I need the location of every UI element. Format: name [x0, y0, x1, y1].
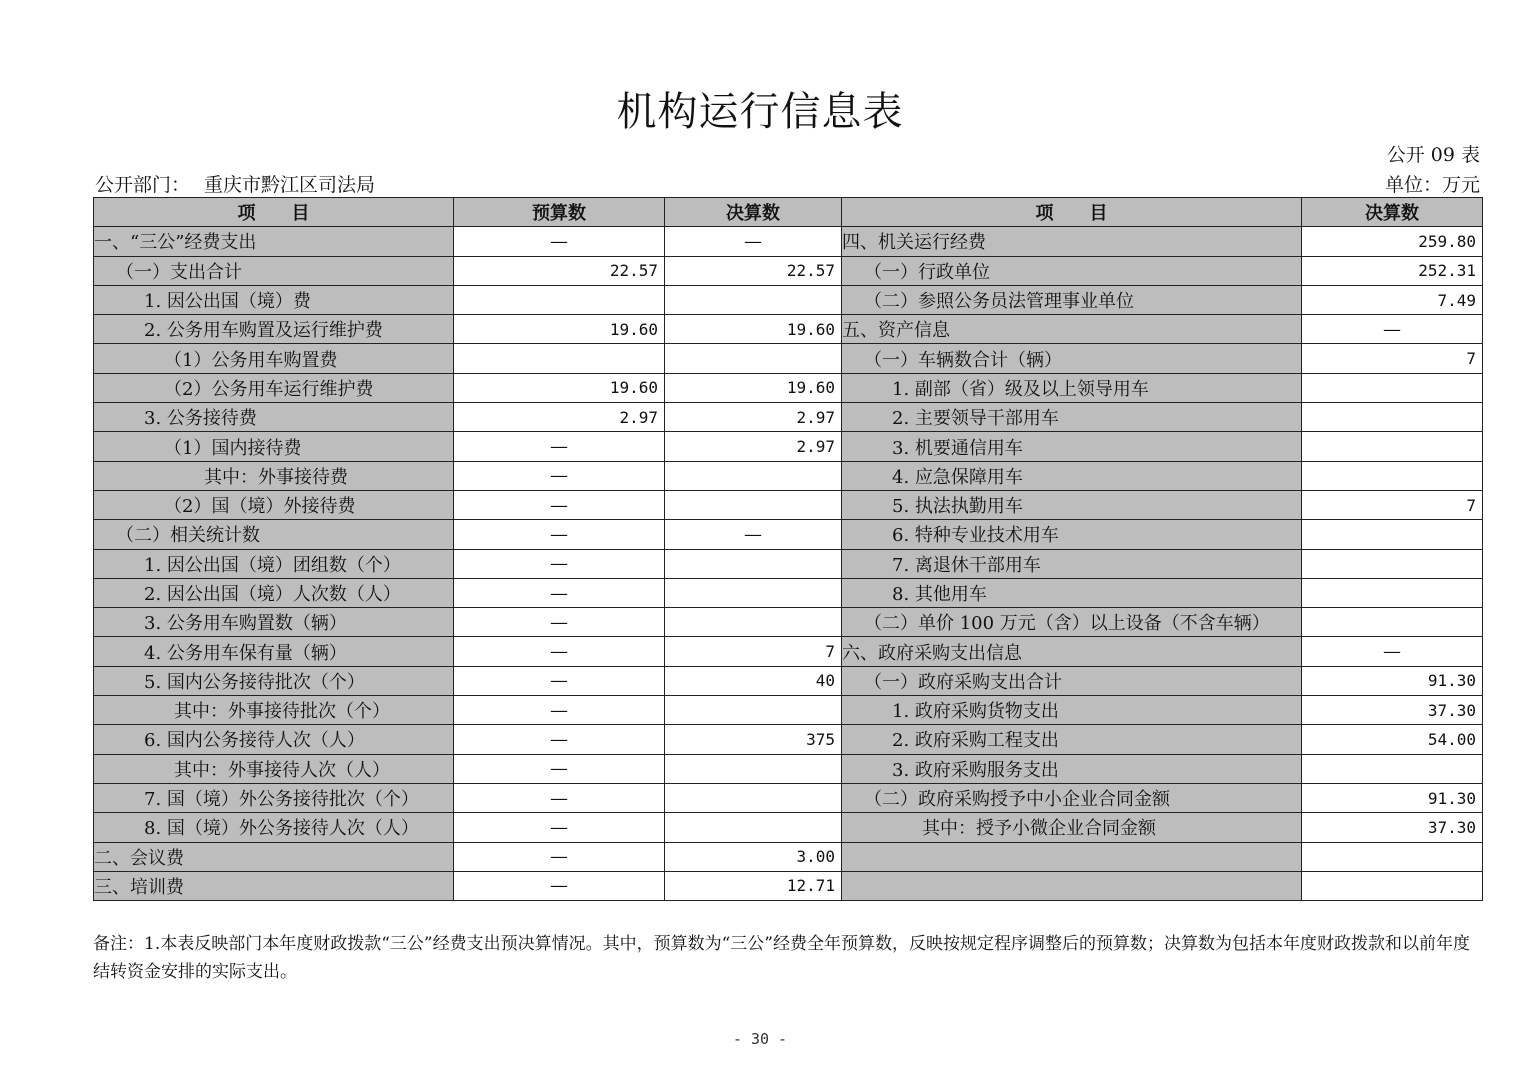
header-item: 项 目 — [94, 198, 454, 227]
footnote: 备注：1.本表反映部门本年度财政拨款“三公”经费支出预决算情况。其中，预算数为“三公”经费全年预算数，反映按规定程序调整后的预算数；决算数为包括本年度财政拨款和以前年度结转资金安排的实际支出。 — [93, 934, 1470, 982]
row-final-value: 2.97 — [665, 403, 842, 432]
row-budget-value: — — [454, 227, 665, 256]
table-row — [94, 373, 1483, 402]
row-final-value-right — [1302, 373, 1483, 402]
table-header-row — [94, 198, 1483, 227]
row-final-value: 3.00 — [665, 842, 842, 871]
row-budget-value: 22.57 — [454, 256, 665, 285]
row-final-value-right: 7 — [1302, 490, 1483, 519]
row-item-label-right: 5. 执法执勤用车 — [842, 490, 1302, 519]
row-item-label: （1）国内接待费 — [94, 432, 454, 461]
table-row — [94, 608, 1483, 637]
table-row — [94, 315, 1483, 344]
row-item-label: 5. 国内公务接待批次（个） — [94, 666, 454, 695]
row-final-value-right: 7.49 — [1302, 285, 1483, 314]
row-final-value: — — [665, 227, 842, 256]
row-budget-value: — — [454, 696, 665, 725]
header-final-right: 决算数 — [1302, 198, 1483, 227]
row-item-label: 其中：外事接待人次（人） — [94, 754, 454, 783]
row-final-value-right — [1302, 520, 1483, 549]
row-final-value-right: 54.00 — [1302, 725, 1483, 754]
row-budget-value: — — [454, 461, 665, 490]
row-item-label: 1. 因公出国（境）团组数（个） — [94, 549, 454, 578]
row-item-label-right: （一）政府采购支出合计 — [842, 666, 1302, 695]
row-item-label: （2）公务用车运行维护费 — [94, 373, 454, 402]
table-row — [94, 637, 1483, 666]
row-final-value: 12.71 — [665, 871, 842, 900]
row-budget-value: — — [454, 637, 665, 666]
table-row — [94, 754, 1483, 783]
row-item-label-right: 1. 副部（省）级及以上领导用车 — [842, 373, 1302, 402]
table-row — [94, 227, 1483, 256]
row-item-label-right: （二）参照公务员法管理事业单位 — [842, 285, 1302, 314]
row-final-value — [665, 813, 842, 842]
row-item-label: 其中：外事接待费 — [94, 461, 454, 490]
row-item-label-right: （一）车辆数合计（辆） — [842, 344, 1302, 373]
row-final-value-right: 37.30 — [1302, 813, 1483, 842]
row-budget-value — [454, 344, 665, 373]
row-budget-value: — — [454, 432, 665, 461]
row-item-label: 三、培训费 — [94, 871, 454, 900]
row-item-label-right: （二）单价 100 万元（含）以上设备（不含车辆） — [842, 608, 1302, 637]
row-item-label: 3. 公务接待费 — [94, 403, 454, 432]
row-final-value — [665, 578, 842, 607]
row-item-label-right: 六、政府采购支出信息 — [842, 637, 1302, 666]
department-line — [95, 170, 375, 197]
row-budget-value: — — [454, 871, 665, 900]
row-final-value-right — [1302, 608, 1483, 637]
row-budget-value: — — [454, 490, 665, 519]
table-row — [94, 578, 1483, 607]
row-item-label-right: 4. 应急保障用车 — [842, 461, 1302, 490]
row-final-value-right — [1302, 754, 1483, 783]
row-budget-value: — — [454, 842, 665, 871]
row-budget-value: — — [454, 813, 665, 842]
table-row — [94, 490, 1483, 519]
row-item-label-right: 四、机关运行经费 — [842, 227, 1302, 256]
row-item-label: 6. 国内公务接待人次（人） — [94, 725, 454, 754]
row-item-label: 二、会议费 — [94, 842, 454, 871]
row-item-label: （2）国（境）外接待费 — [94, 490, 454, 519]
row-item-label: 3. 公务用车购置数（辆） — [94, 608, 454, 637]
unit-label: 单位：万元 — [1384, 174, 1480, 196]
row-final-value — [665, 608, 842, 637]
table-row — [94, 520, 1483, 549]
header-budget: 预算数 — [454, 198, 665, 227]
row-budget-value: 19.60 — [454, 315, 665, 344]
table-row — [94, 813, 1483, 842]
page-title: 机构运行信息表 — [616, 89, 904, 135]
table-row — [94, 285, 1483, 314]
row-final-value-right: — — [1302, 315, 1483, 344]
table-row — [94, 256, 1483, 285]
row-item-label-right: 8. 其他用车 — [842, 578, 1302, 607]
row-item-label: 2. 公务用车购置及运行维护费 — [94, 315, 454, 344]
row-budget-value: 2.97 — [454, 403, 665, 432]
row-item-label-right: 6. 特种专业技术用车 — [842, 520, 1302, 549]
table-number: 公开 09 表 — [1386, 144, 1480, 166]
row-final-value-right: 259.80 — [1302, 227, 1483, 256]
row-item-label-right: 1. 政府采购货物支出 — [842, 696, 1302, 725]
row-item-label-right: 7. 离退休干部用车 — [842, 549, 1302, 578]
table-row — [94, 344, 1483, 373]
table-row — [94, 549, 1483, 578]
row-budget-value: — — [454, 666, 665, 695]
row-final-value-right: 37.30 — [1302, 696, 1483, 725]
row-item-label: 7. 国（境）外公务接待批次（个） — [94, 783, 454, 812]
row-final-value: 40 — [665, 666, 842, 695]
row-budget-value: — — [454, 754, 665, 783]
row-item-label: 4. 公务用车保有量（辆） — [94, 637, 454, 666]
row-final-value: 19.60 — [665, 315, 842, 344]
table-row — [94, 432, 1483, 461]
row-final-value-right — [1302, 842, 1483, 871]
row-item-label: 1. 因公出国（境）费 — [94, 285, 454, 314]
row-final-value-right — [1302, 578, 1483, 607]
row-final-value: 2.97 — [665, 432, 842, 461]
row-item-label-right: 五、资产信息 — [842, 315, 1302, 344]
row-item-label-right: 2. 主要领导干部用车 — [842, 403, 1302, 432]
row-item-label-right — [842, 842, 1302, 871]
row-final-value — [665, 754, 842, 783]
info-table — [93, 197, 1483, 901]
row-final-value — [665, 783, 842, 812]
row-final-value — [665, 344, 842, 373]
row-item-label: 2. 因公出国（境）人次数（人） — [94, 578, 454, 607]
row-final-value — [665, 285, 842, 314]
row-item-label: 一、“三公”经费支出 — [94, 227, 454, 256]
page-number: - 30 - — [732, 1030, 788, 1048]
department-label: 公开部门： — [95, 174, 191, 196]
row-final-value: — — [665, 520, 842, 549]
department-name: 重庆市黔江区司法局 — [204, 174, 376, 196]
row-final-value-right: — — [1302, 637, 1483, 666]
row-item-label-right: （二）政府采购授予中小企业合同金额 — [842, 783, 1302, 812]
row-final-value-right: 252.31 — [1302, 256, 1483, 285]
row-final-value-right — [1302, 461, 1483, 490]
table-row — [94, 842, 1483, 871]
row-budget-value — [454, 285, 665, 314]
row-budget-value: — — [454, 520, 665, 549]
row-final-value: 375 — [665, 725, 842, 754]
table-row — [94, 666, 1483, 695]
row-final-value-right — [1302, 403, 1483, 432]
row-budget-value: — — [454, 608, 665, 637]
row-final-value-right: 91.30 — [1302, 783, 1483, 812]
row-final-value-right — [1302, 871, 1483, 900]
table-row — [94, 403, 1483, 432]
row-final-value — [665, 549, 842, 578]
row-item-label: （1）公务用车购置费 — [94, 344, 454, 373]
row-budget-value: — — [454, 549, 665, 578]
header-final: 决算数 — [665, 198, 842, 227]
row-item-label-right — [842, 871, 1302, 900]
row-final-value: 19.60 — [665, 373, 842, 402]
row-item-label: （一）支出合计 — [94, 256, 454, 285]
row-final-value-right: 7 — [1302, 344, 1483, 373]
table-row — [94, 461, 1483, 490]
row-final-value — [665, 696, 842, 725]
header-item-right: 项 目 — [842, 198, 1302, 227]
row-item-label-right: 其中：授予小微企业合同金额 — [842, 813, 1302, 842]
table-row — [94, 783, 1483, 812]
row-budget-value: — — [454, 783, 665, 812]
row-final-value: 7 — [665, 637, 842, 666]
row-final-value-right: 91.30 — [1302, 666, 1483, 695]
row-final-value — [665, 490, 842, 519]
row-item-label-right: 2. 政府采购工程支出 — [842, 725, 1302, 754]
row-final-value-right — [1302, 432, 1483, 461]
row-item-label-right: 3. 政府采购服务支出 — [842, 754, 1302, 783]
table-row — [94, 696, 1483, 725]
row-item-label-right: 3. 机要通信用车 — [842, 432, 1302, 461]
row-final-value-right — [1302, 549, 1483, 578]
row-item-label: 其中：外事接待批次（个） — [94, 696, 454, 725]
row-item-label-right: （一）行政单位 — [842, 256, 1302, 285]
table-row — [94, 725, 1483, 754]
row-item-label: 8. 国（境）外公务接待人次（人） — [94, 813, 454, 842]
row-final-value — [665, 461, 842, 490]
row-final-value: 22.57 — [665, 256, 842, 285]
table-row — [94, 871, 1483, 900]
row-item-label: （二）相关统计数 — [94, 520, 454, 549]
row-budget-value: 19.60 — [454, 373, 665, 402]
row-budget-value: — — [454, 725, 665, 754]
row-budget-value: — — [454, 578, 665, 607]
